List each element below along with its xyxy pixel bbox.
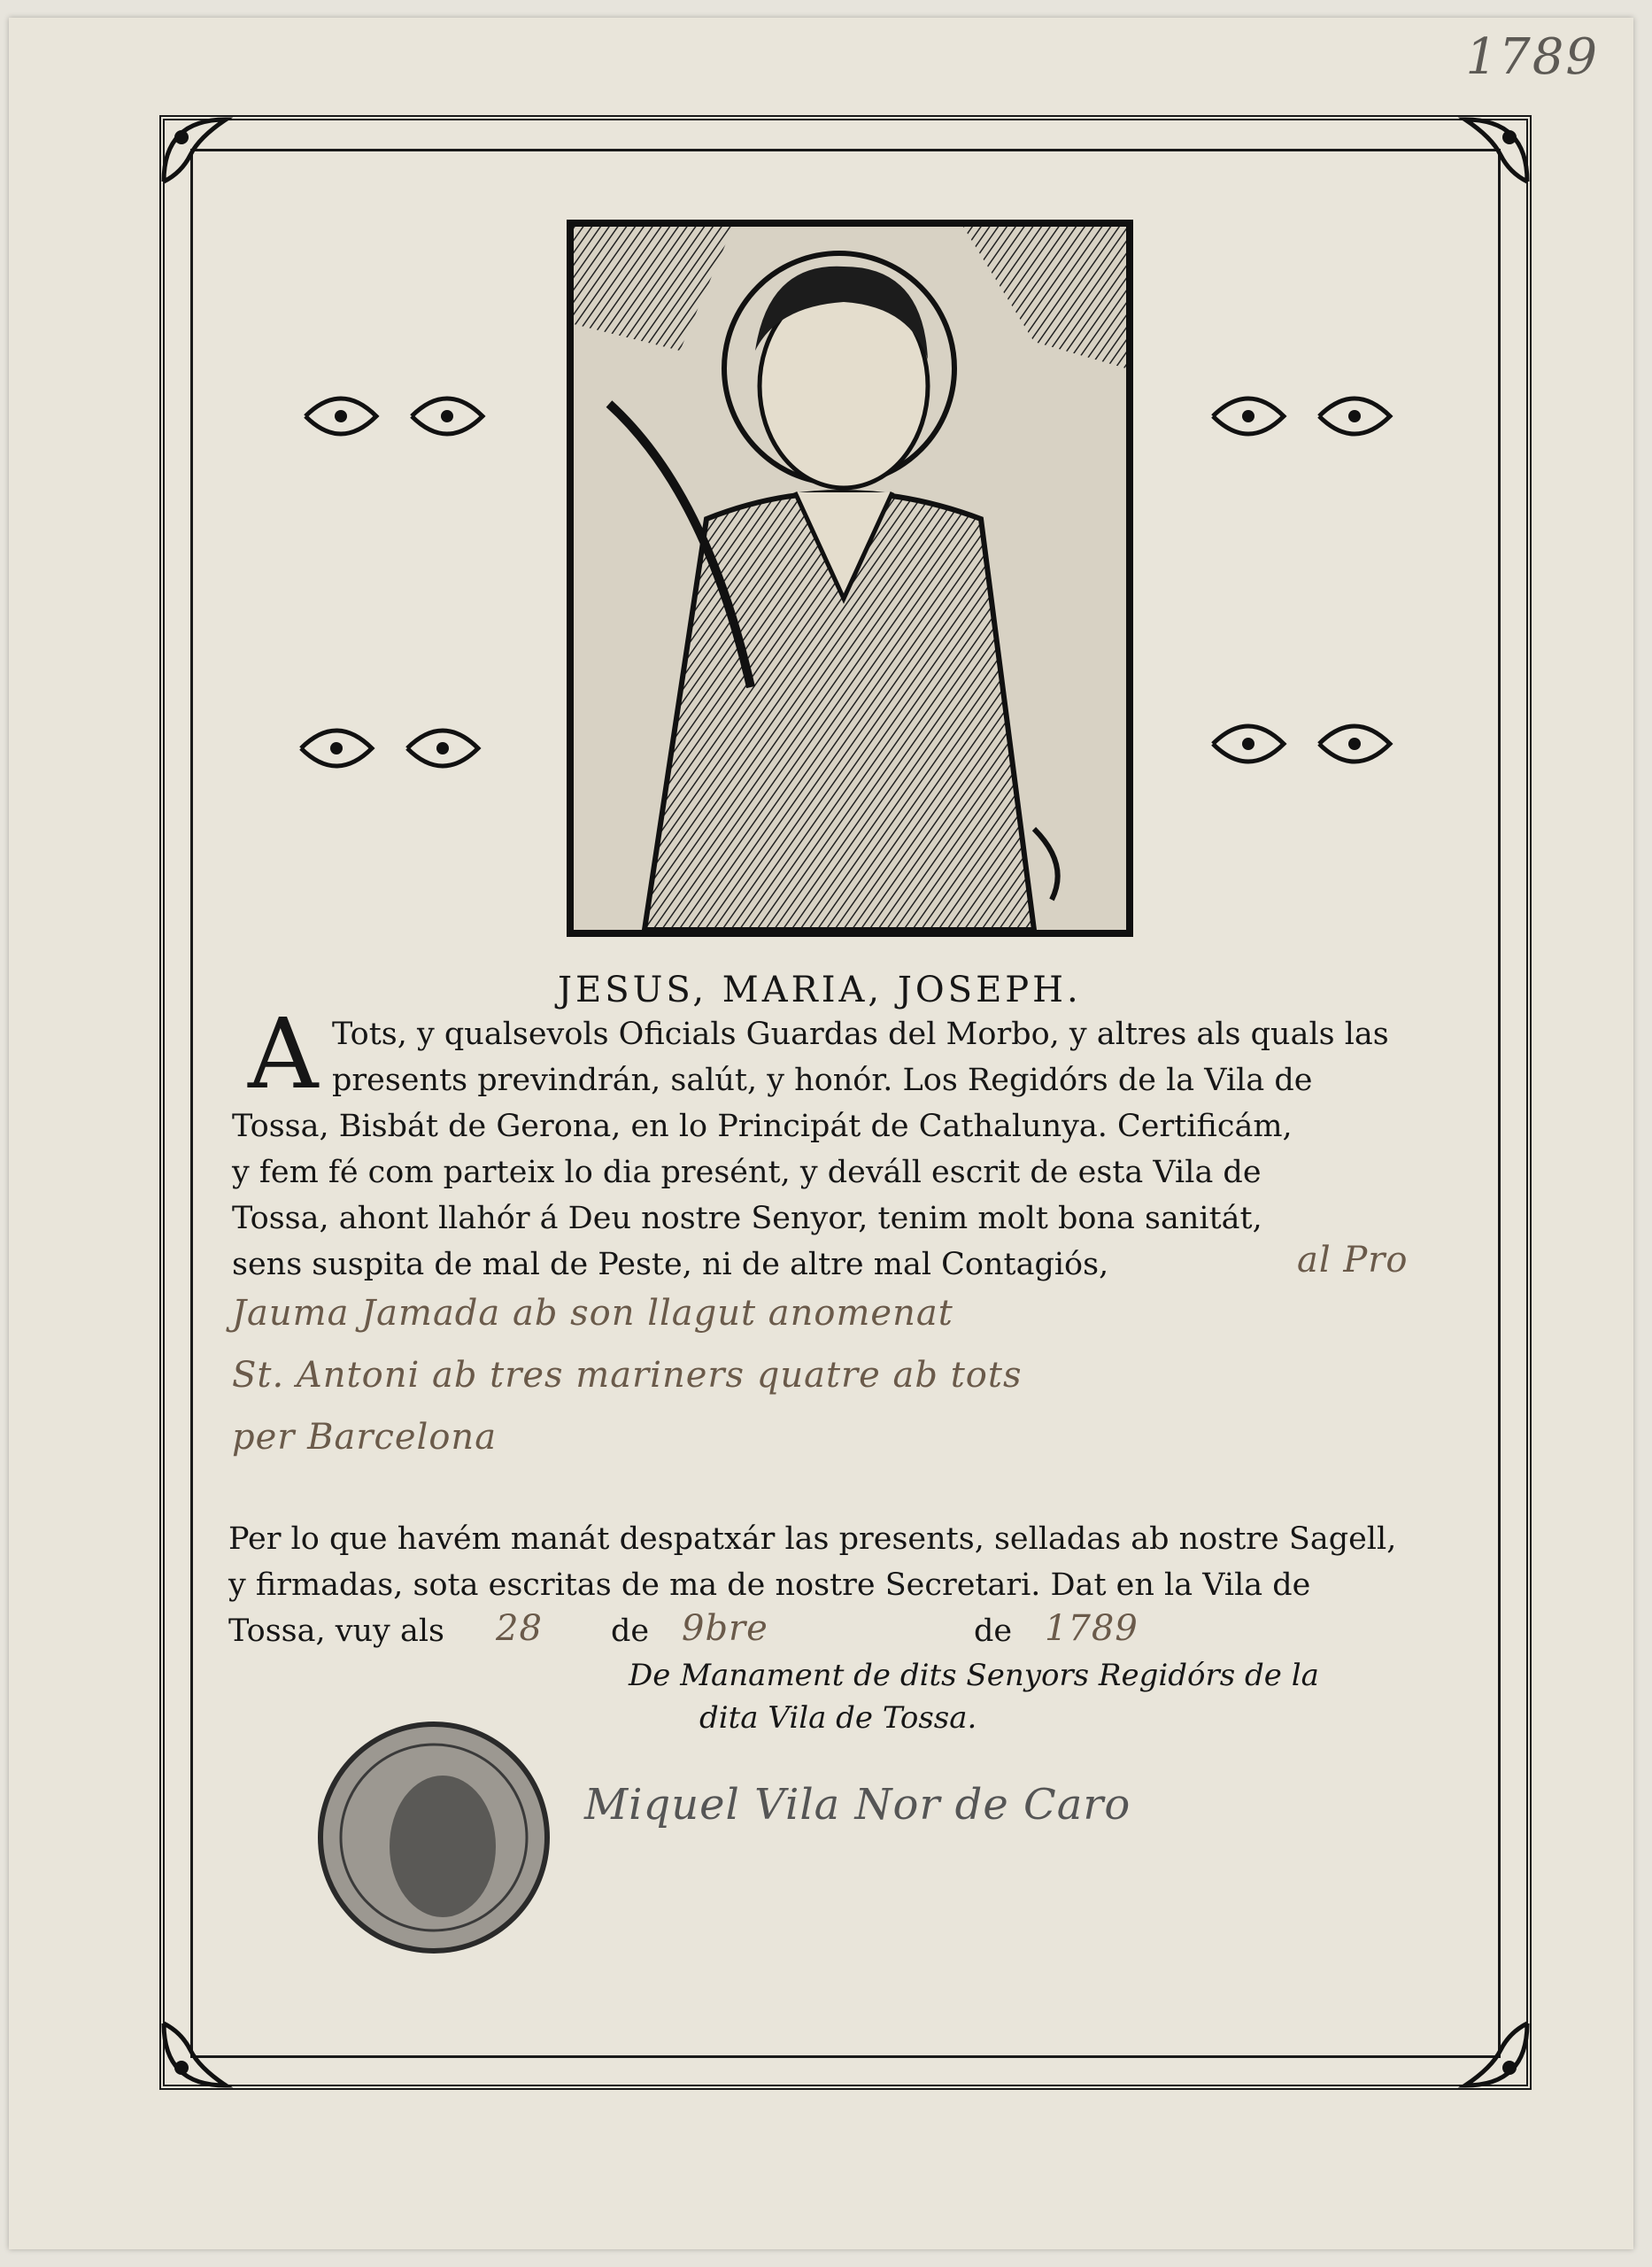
closing-line: Per lo que havém manát despatxár las presents, selladas ab nostre Sagell, (228, 1521, 1397, 1557)
date-month-handwritten: 9bre (682, 1608, 768, 1649)
date-year: 1789 (1045, 1608, 1139, 1649)
ink-seal-stamp (310, 1714, 558, 1961)
body-line: Tossa, ahont llahór á Deu nostre Senyor, tenim molt bona sanitát, (232, 1201, 1262, 1236)
date-line-prefix: Tossa, vuy als (228, 1613, 444, 1649)
handwritten-line: Jauma Jamada ab son llagut anomenat (232, 1293, 953, 1334)
body-line: Tots, y qualsevols Oficials Guardas del Morbo, y altres als quals las (332, 1017, 1389, 1052)
closing-line: y firmadas, sota escritas de ma de nostre Secretari. Dat en la Vila de (228, 1567, 1311, 1603)
body-line: sens suspita de mal de Peste, ni de altre mal Contagiós, (232, 1247, 1109, 1282)
fleuron-ornament (1195, 700, 1408, 788)
document-heading: JESUS, MARIA, JOSEPH. (558, 970, 1082, 1010)
mandate-line: De Manament de dits Senyors Regidórs de la (629, 1658, 1319, 1693)
body-line: Tossa, Bisbát de Gerona, en lo Principát de Cathalunya. Certificám, (232, 1109, 1293, 1144)
handwritten-signature: Miquel Vila Nor de Caro (584, 1780, 1131, 1830)
body-line: y fem fé com parteix lo dia presént, y deváll escrit de esta Vila de (232, 1155, 1262, 1190)
handwritten-line: St. Antoni ab tres mariners quatre ab tots (232, 1355, 1023, 1396)
fleuron-ornament (288, 372, 500, 460)
date-de: de (974, 1613, 1013, 1649)
corner-ornament-bottom-right (1456, 2015, 1536, 2094)
mandate-line: dita Vila de Tossa. (699, 1700, 977, 1736)
fleuron-ornament (1195, 372, 1408, 460)
date-day-handwritten: 28 (496, 1608, 543, 1649)
archive-year-note: 1789 (1465, 28, 1599, 86)
date-de: de (611, 1613, 650, 1649)
corner-ornament-top-left (155, 111, 235, 190)
corner-ornament-bottom-left (155, 2015, 235, 2094)
corner-ornament-top-right (1456, 111, 1536, 190)
handwritten-line: per Barcelona (232, 1417, 498, 1458)
saint-woodcut-illustration (567, 220, 1133, 937)
fleuron-ornament (283, 704, 496, 793)
body-line: presents previndrán, salút, y honór. Los Regidórs de la Vila de (332, 1063, 1313, 1098)
drop-cap: A (248, 997, 319, 1110)
handwritten-line: al Pro (1297, 1240, 1409, 1281)
